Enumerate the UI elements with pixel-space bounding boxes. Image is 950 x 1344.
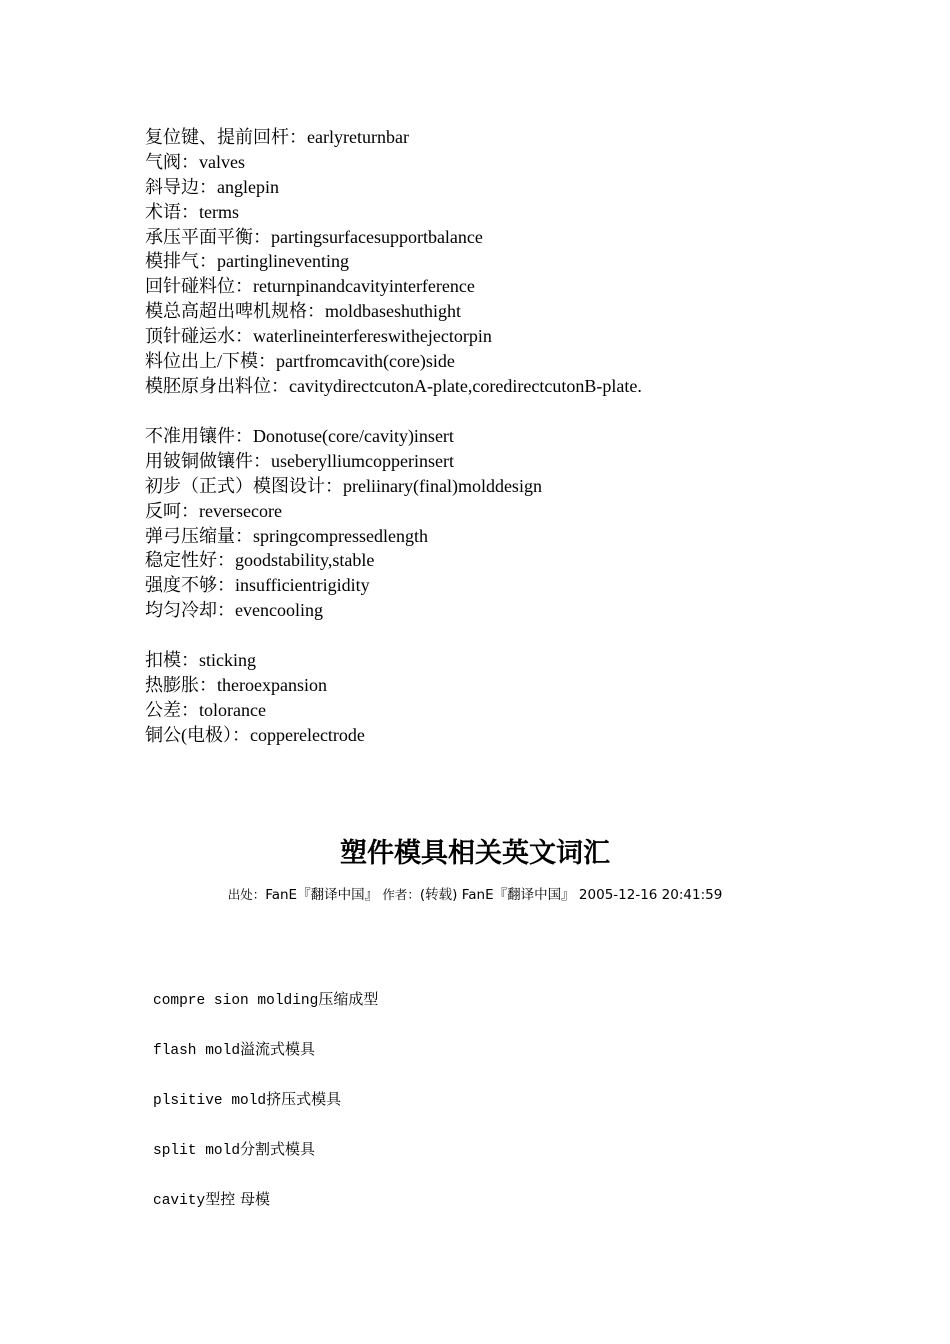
glossary-entry: 弹弓压缩量：springcompressedlength: [145, 525, 428, 546]
glossary-entry: 术语：terms: [145, 201, 239, 222]
list-item: [153, 1087, 853, 1137]
glossary-entry: 不准用镶件：Donotuse(core/cavity)insert: [145, 426, 454, 446]
glossary-entry: 模胚原身出料位：cavitydirectcutonA-plate,coredirectcutonB-plate.: [145, 375, 642, 396]
list-item: [153, 1037, 853, 1087]
list-item: [153, 1187, 853, 1237]
term-chinese: 分割式模具: [240, 1140, 316, 1158]
glossary-entry: 斜导边：anglepin: [145, 176, 279, 197]
term-english: compre sion molding: [153, 993, 319, 1009]
author-value: (转载) FanE『翻译中国』: [419, 887, 575, 903]
term-english: cavity: [153, 1193, 206, 1209]
glossary-entry: 扣模：sticking: [145, 650, 256, 670]
glossary-entry: 用铍铜做镶件：useberylliumcopperinsert: [145, 450, 454, 471]
term-chinese: 溢流式模具: [240, 1040, 316, 1058]
glossary-entry: 模排气：partinglineventing: [145, 251, 349, 272]
article-meta: [0, 885, 950, 905]
term-list: [153, 987, 853, 1237]
glossary-entry: 反呵：reversecore: [145, 500, 282, 521]
glossary-entry: 铜公(电极）：copperelectrode: [145, 724, 365, 745]
glossary-entry: 热膨胀：theroexpansion: [145, 674, 327, 695]
list-item: [153, 987, 853, 1037]
list-item: [153, 1137, 853, 1187]
term-chinese: 型控 母模: [205, 1190, 270, 1208]
glossary-entry: 承压平面平衡：partingsurfacesupportbalance: [145, 226, 483, 247]
glossary-entry: 气阀：valves: [145, 151, 245, 172]
term-chinese: 压缩成型: [318, 990, 379, 1008]
glossary-block-1: [145, 125, 905, 399]
glossary-entry: 回针碰料位：returnpinandcavityinterference: [145, 276, 475, 297]
glossary-entry: 公差：tolorance: [145, 699, 266, 720]
glossary-entry: 复位键、提前回杆：earlyreturnbar: [145, 127, 409, 147]
term-english: plsitive mold: [153, 1093, 267, 1109]
glossary-entry: 顶针碰运水：waterlineinterfereswithejectorpin: [145, 326, 492, 347]
glossary-entry: 均匀冷却：evencooling: [145, 600, 323, 621]
glossary-block-2: [145, 424, 905, 623]
term-english: flash mold: [153, 1043, 241, 1059]
term-chinese: 挤压式模具: [266, 1090, 342, 1108]
source-value: FanE『翻译中国』: [265, 887, 379, 903]
term-english: split mold: [153, 1143, 241, 1159]
glossary-entry: 强度不够：insufficientrigidity: [145, 575, 370, 596]
article-title: 塑件模具相关英文词汇: [340, 838, 610, 869]
glossary-block-3: [145, 648, 905, 748]
source-label: 出处：: [227, 887, 266, 902]
glossary-entry: 初步（正式）模图设计：preliinary(final)molddesign: [145, 475, 542, 496]
glossary-entry: 模总高超出啤机规格：moldbaseshuthight: [145, 301, 461, 322]
author-label: 作者：: [382, 887, 420, 902]
glossary-entry: 料位出上/下模：partfromcavith(core)side: [145, 351, 455, 372]
publish-datetime: 2005-12-16 20:41:59: [578, 887, 723, 903]
glossary-entry: 稳定性好：goodstability,stable: [145, 550, 375, 571]
